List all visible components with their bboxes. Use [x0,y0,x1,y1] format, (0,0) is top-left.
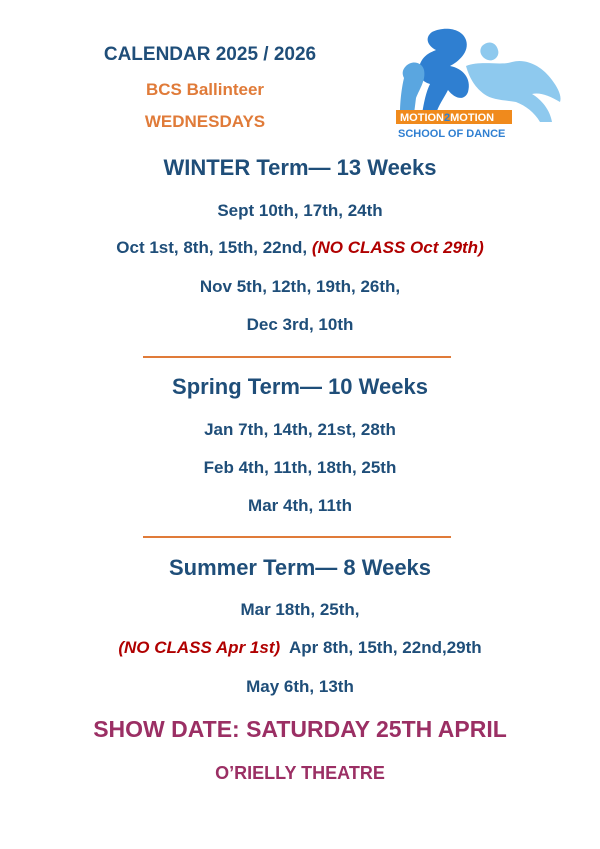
spring-dates-feb: Feb 4th, 11th, 18th, 25th [203,458,397,477]
winter-term-heading: WINTER Term— 13 Weeks [163,155,437,180]
summer-dates-apr [0,638,600,658]
logo-wordmark: MOTION2MOTION [400,112,495,124]
show-venue: O’RIELLY THEATRE [215,763,385,783]
calendar-title: CALENDAR 2025 / 2026 [103,44,317,65]
no-class-notice: (NO CLASS Oct 29th) [311,238,484,257]
spring-dates-jan: Jan 7th, 14th, 21st, 28th [204,420,396,439]
venue-label: BCS Ballinteer [145,80,265,99]
weekday-label: WEDNESDAYS [144,112,266,131]
summer-term-heading: Summer Term— 8 Weeks [168,555,432,580]
spring-dates-mar: Mar 4th, 11th [248,496,352,515]
summer-dates-may: May 6th, 13th [246,677,354,696]
winter-dates-sept: Sept 10th, 17th, 24th [217,201,383,220]
motion2motion-logo [392,26,564,144]
section-divider [143,536,451,538]
winter-oct-dates: Oct 1st, 8th, 15th, 22nd, [116,238,312,257]
winter-dates-nov: Nov 5th, 12th, 19th, 26th, [199,277,401,296]
spring-term-heading: Spring Term— 10 Weeks [172,374,428,399]
winter-dates-dec: Dec 3rd, 10th [246,315,354,334]
no-class-notice: (NO CLASS Apr 1st) [118,638,281,657]
section-divider [143,356,451,358]
show-date: SHOW DATE: SATURDAY 25TH APRIL [93,716,507,742]
dancer-silhouette-icon [400,29,561,122]
summer-dates-mar: Mar 18th, 25th, [240,600,360,619]
logo-subtitle: SCHOOL OF DANCE [398,128,506,140]
winter-dates-oct [0,238,600,258]
summer-apr-dates: Apr 8th, 15th, 22nd,29th [280,638,482,657]
